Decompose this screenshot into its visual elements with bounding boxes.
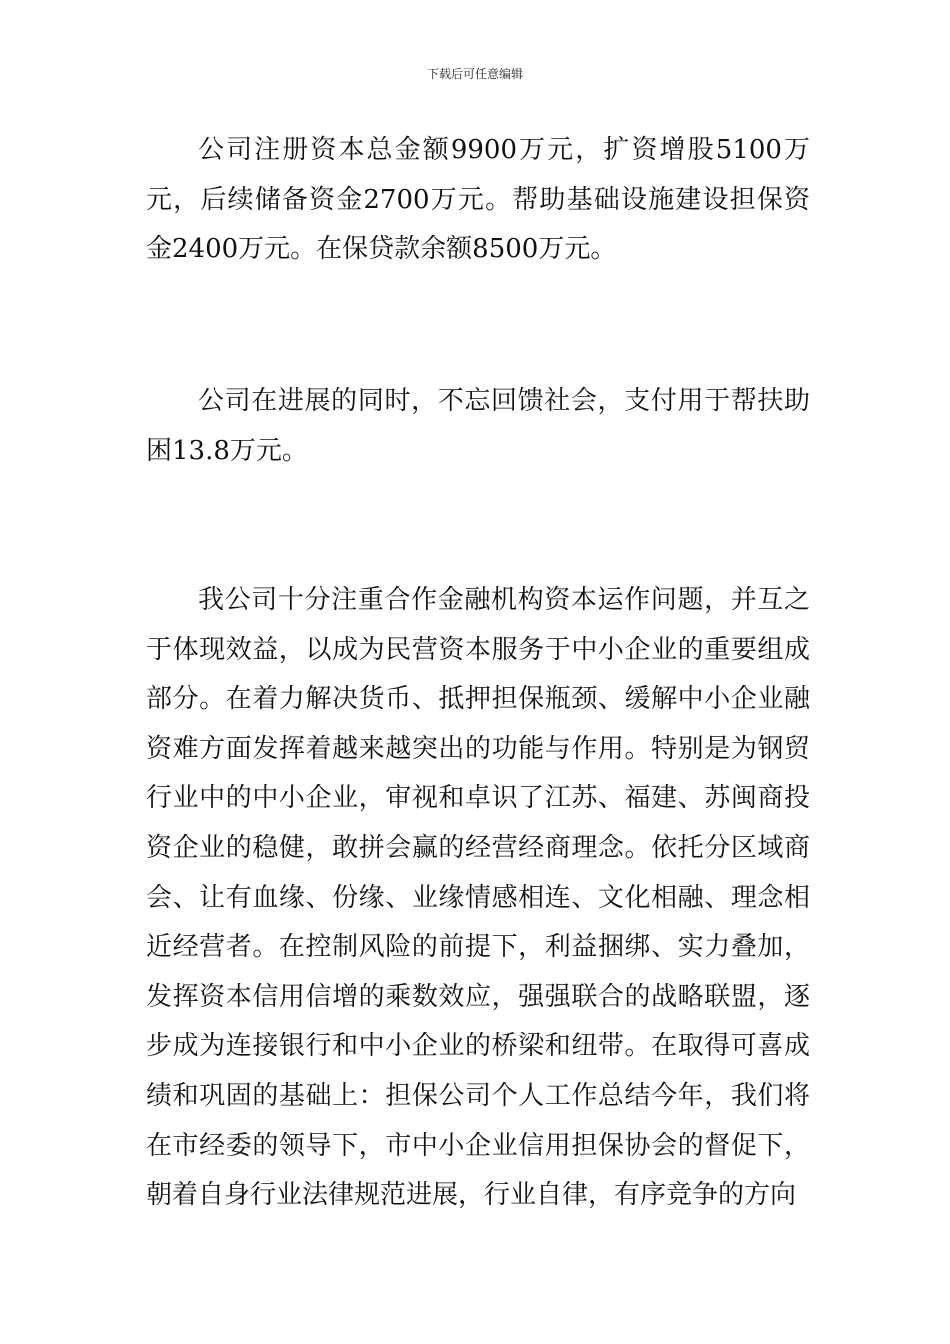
paragraph-cooperation: 我公司十分注重合作金融机构资本运作问题，并互之于体现效益，以成为民营资本服务于中小企业的重要组成部分。在着力解决货币、抵押担保瓶颈、缓解中小企业融资难方面发挥着越来越突出的功能与作用。特别是为钢贸行业中的中小企业，审视和卓识了江苏、福建、苏闽商投资企业的稳健，敢拼会赢的经营经商理念。依托分区域商会、让有血缘、份缘、业缘情感相连、文化相融、理念相近经营者。在控制风险的前提下，利益捆绑、实力叠加，发挥资本信用信增的乘数效应，强强联合的战略联盟，逐步成为连接银行和中小企业的桥梁和纽带。在取得可喜成绩和巩固的基础上：担保公司个人工作总结今年，我们将在市经委的领导下，市中小企业信用担保协会的督促下，朝着自身行业法律规范进展，行业自律，有序竞争的方向 xyxy=(146,585,810,1211)
paragraph-registered-capital: 公司注册资本总金额9900万元，扩资增股5100万元，后续储备资金2700万元。帮助基础设施建设担保资金2400万元。在保贷款余额8500万元。 xyxy=(146,135,810,265)
paragraph-social-contribution: 公司在进展的同时，不忘回馈社会，支付用于帮扶助困13.8万元。 xyxy=(146,386,810,466)
page-header: 下载后可任意编辑 xyxy=(426,67,523,81)
